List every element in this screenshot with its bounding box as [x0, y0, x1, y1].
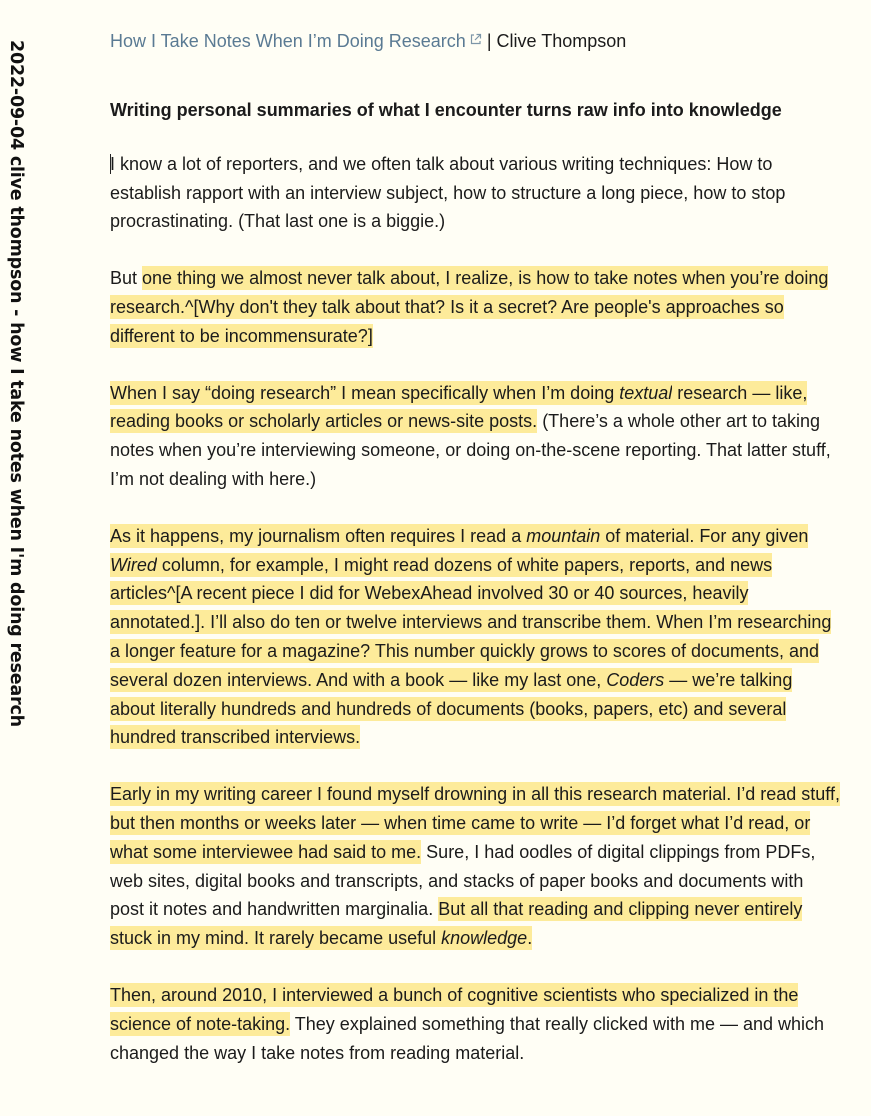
highlighted-text: research — like, reading books or scholarly articles or news-site posts. [110, 382, 808, 432]
highlighted-text: — we’re talking about literally hundreds and hundreds of documents (books, papers, etc) and several hundred transcribed interviews. [110, 669, 793, 748]
highlighted-italic-text [619, 381, 672, 405]
paragraph-text: I know a lot of reporters, and we often talk about various writing techniques: How to establish rapport with an interview subject, how to structure a long piece, how to stop procrastinating. (That last one is a biggie.) [110, 153, 786, 232]
highlighted-text: . [527, 928, 533, 949]
highlighted-text: one thing we almost never talk about, I realize, is how to take notes when you’re doing research.^[Why don't they talk about that? Is it a secret? Are people's approaches so different to be incommensurate?] [110, 268, 829, 346]
article-body [110, 150, 840, 1068]
article-subtitle: Writing personal summaries of what I encounter turns raw info into knowledge [110, 99, 782, 120]
italic-text: Coders [606, 669, 665, 690]
paragraph-text: But [110, 268, 143, 289]
paragraph [110, 379, 840, 494]
source-author: Clive Thompson [496, 31, 627, 51]
highlighted-text: Early in my writing career I found myself drowning in all this research material. I’d read stuff, but then months or weeks later — when time came to write — I’d forget what I’d read, or what some interviewee had said to me. [110, 784, 840, 862]
source-link-text: How I Take Notes When I’m Doing Research [110, 31, 466, 51]
italic-text: Wired [110, 554, 157, 575]
italic-text: mountain [526, 525, 601, 546]
note-title-vertical: 2022-09-04 clive thompson - how I take notes when I'm doing research [6, 40, 26, 727]
paragraph [110, 522, 840, 752]
paragraph-text: Sure, I had oodles of digital clippings from PDFs, web sites, digital books and transcripts, and stacks of paper books and documents with post it notes and handwritten marginalia. [110, 841, 816, 920]
italic-text: knowledge [441, 928, 528, 949]
source-line [110, 26, 840, 56]
source-link[interactable] [110, 31, 482, 51]
highlighted-text: But all that reading and clipping never entirely stuck in my mind. It rarely became useful [110, 899, 803, 949]
source-separator: | [486, 31, 492, 51]
paragraph [110, 150, 840, 236]
paragraph [110, 780, 840, 953]
highlighted-italic-text [110, 553, 157, 577]
highlighted-text: As it happens, my journalism often requires I read a [110, 525, 527, 546]
italic-text: textual [619, 382, 673, 403]
note-content [110, 26, 840, 1067]
paragraph [110, 264, 840, 350]
highlighted-italic-text [606, 668, 664, 692]
highlighted-text: of material. For any given [600, 525, 809, 546]
highlighted-italic-text [526, 524, 600, 548]
highlighted-italic-text [441, 926, 527, 950]
highlighted-text: column, for example, I might read dozens of white papers, reports, and news articles^[A recent piece I did for WebexAhead involved 30 or 40 sources, heavily annotated.]. I’ll also do ten or twelve interviews and transcribe them. When I’m researching a longer feature for a magazine? This number quickly grows to scores of documents, and several dozen interviews. And with a book — like my last one, [110, 554, 832, 690]
external-link-icon [469, 26, 482, 55]
paragraph-text: They explained something that really clicked with me — and which changed the way I take notes from reading material. [110, 1013, 825, 1063]
highlighted-text: Then, around 2010, I interviewed a bunch of cognitive scientists who specialized in the science of note-taking. [110, 984, 799, 1034]
highlighted-text: When I say “doing research” I mean specifically when I’m doing [110, 382, 620, 403]
paragraph [110, 981, 840, 1067]
paragraph-text: (There’s a whole other art to taking notes when you’re interviewing someone, or doing on-the-scene reporting. That latter stuff, I’m not dealing with here.) [110, 411, 831, 489]
